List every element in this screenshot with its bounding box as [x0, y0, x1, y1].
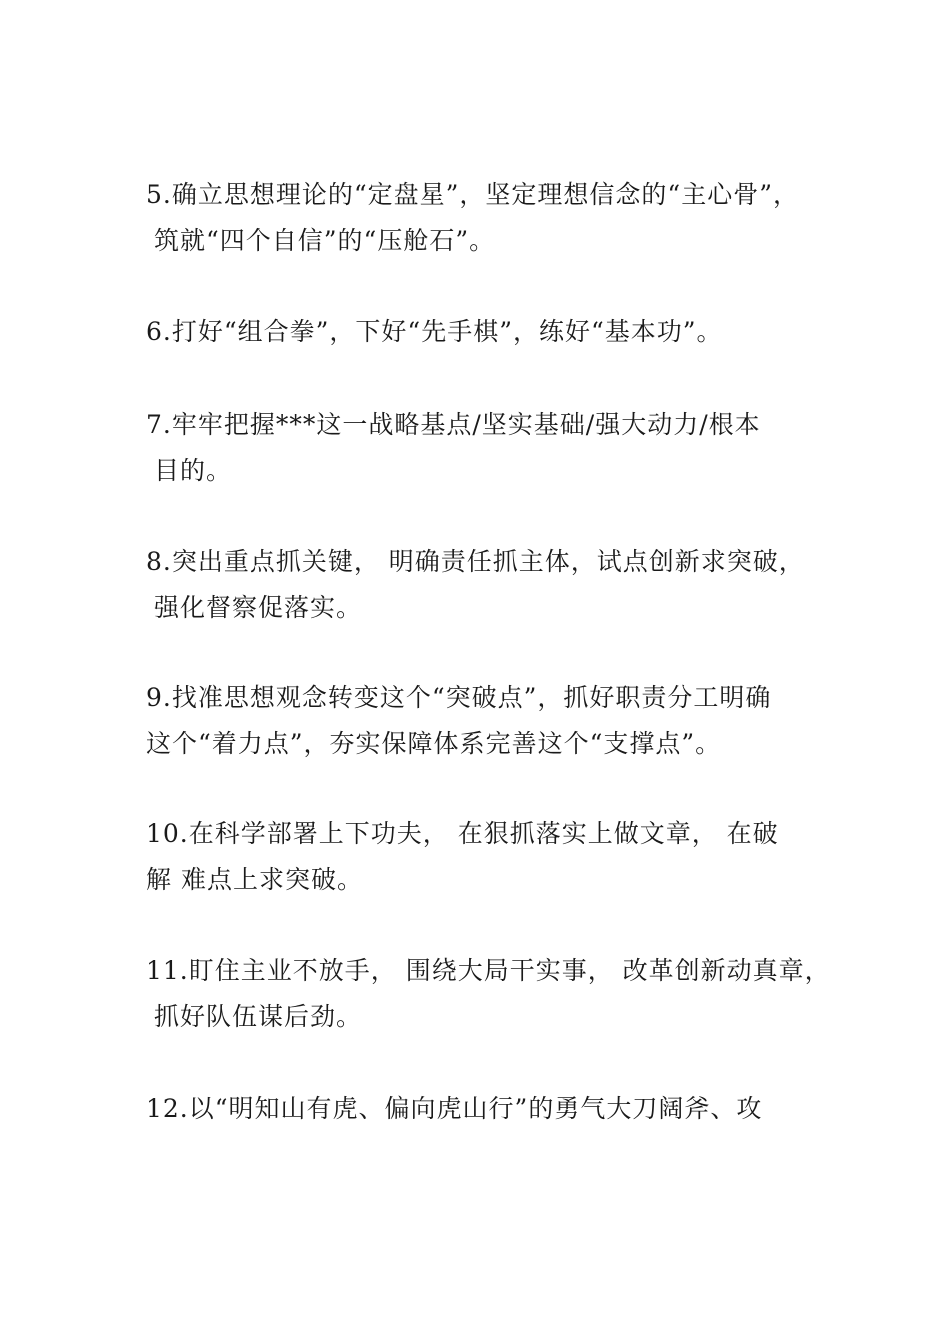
- item-line: 11.盯住主业不放手， 围绕大局干实事， 改革创新动真章，: [146, 956, 831, 985]
- list-item: [146, 948, 831, 1040]
- item-line: 8.突出重点抓关键， 明确责任抓主体，试点创新求突破，: [146, 547, 805, 576]
- list-item: [146, 309, 816, 355]
- item-line: 12.以“明知山有虎、偏向虎山行”的勇气大刀阔斧、攻: [146, 1094, 763, 1123]
- item-line-continuation: 筑就“四个自信”的“压舱石”。: [154, 226, 496, 255]
- item-line: 10.在科学部署上下功夫， 在狠抓落实上做文章， 在破: [146, 819, 779, 848]
- list-item: [146, 811, 816, 903]
- item-line-continuation: 强化督察促落实。: [154, 593, 363, 622]
- list-item: [146, 675, 816, 767]
- list-item: [146, 172, 816, 264]
- item-line: 5.确立思想理论的“定盘星”，坚定理想信念的“主心骨”，: [146, 180, 799, 209]
- item-line-continuation: 目的。: [154, 456, 233, 485]
- item-line: 7.牢牢把握***这一战略基点/坚实基础/强大动力/根本: [146, 410, 761, 439]
- item-line: 9.找准思想观念转变这个“突破点”，抓好职责分工明确: [146, 683, 772, 712]
- list-item: [146, 1086, 816, 1132]
- item-line-continuation: 解 难点上求突破。: [146, 865, 363, 894]
- list-item: [146, 539, 816, 631]
- item-line-continuation: 这个“着力点”，夯实保障体系完善这个“支撑点”。: [146, 729, 722, 758]
- item-line: 6.打好“组合拳”，下好“先手棋”，练好“基本功”。: [146, 317, 723, 346]
- list-item: [146, 402, 816, 494]
- item-line-continuation: 抓好队伍谋后劲。: [154, 1002, 363, 1031]
